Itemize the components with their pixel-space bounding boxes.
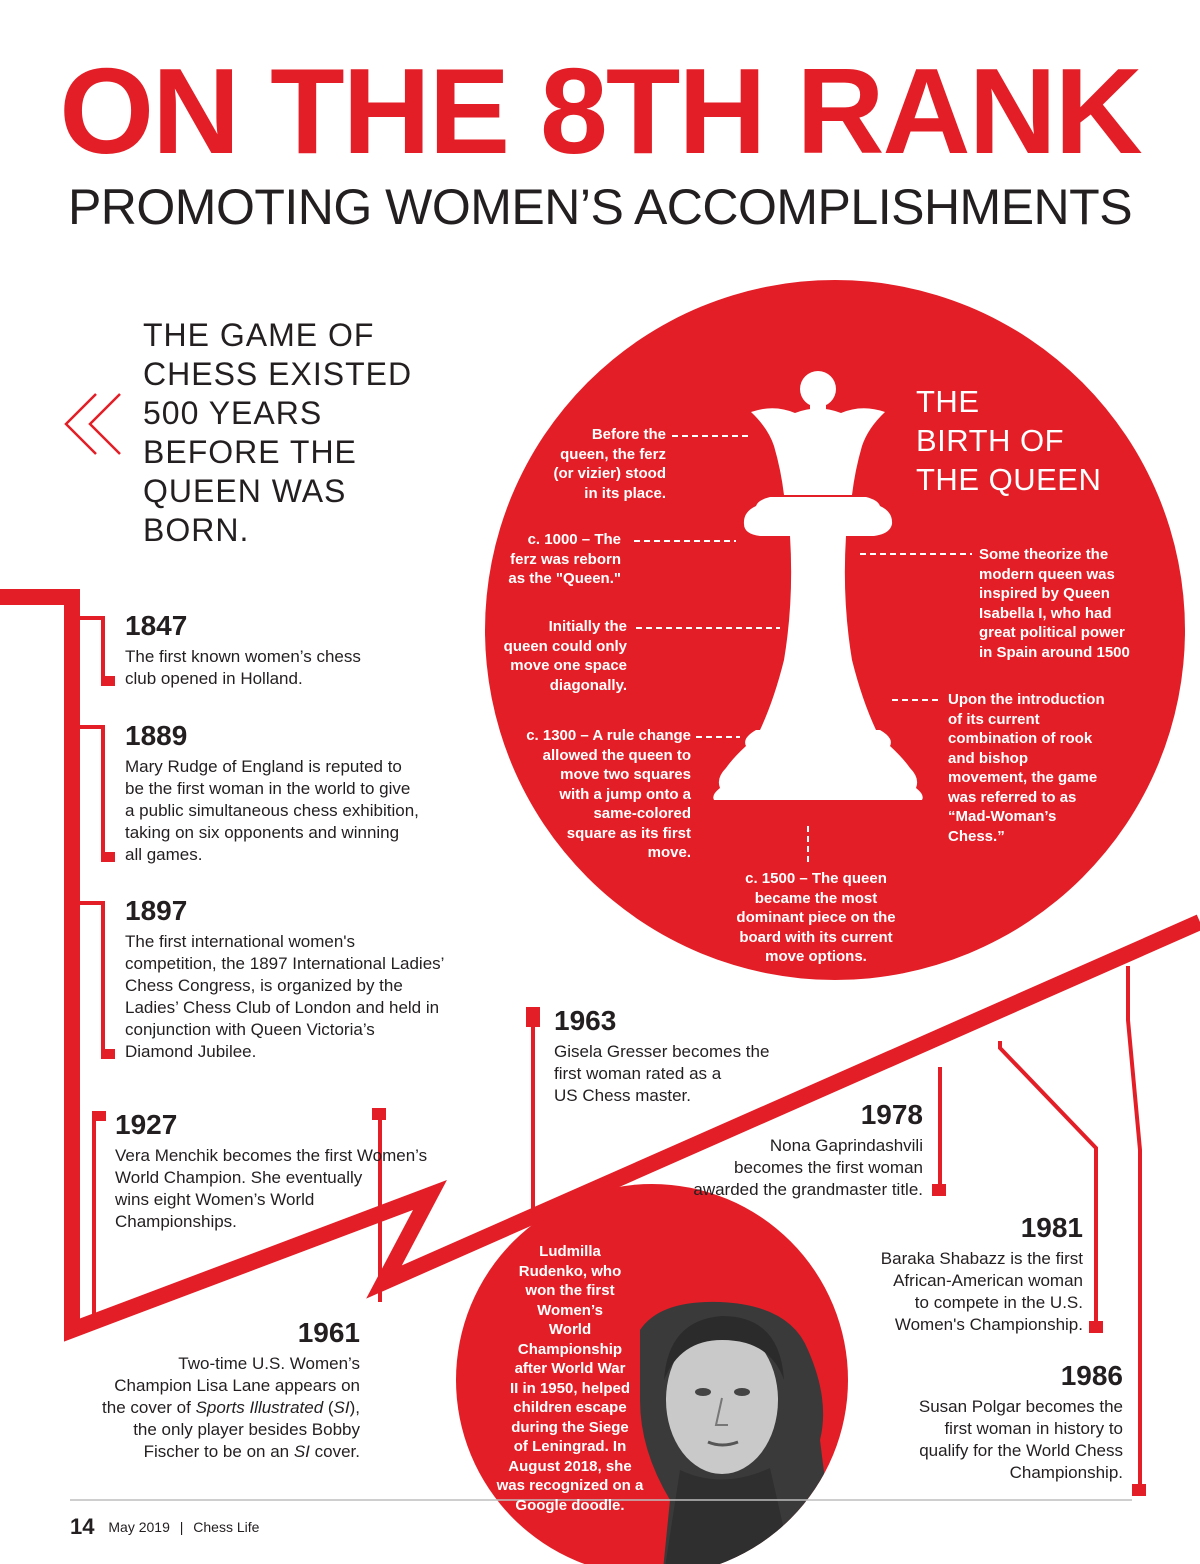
annotation-c1500: [710, 869, 922, 967]
annotation-line: as the "Queen.": [508, 570, 621, 587]
annotation-line: with a jump onto a: [559, 785, 691, 803]
annotation-c1000: [460, 530, 621, 589]
photo-caption: [470, 1242, 670, 1515]
timeline-year: 1986: [1060, 1360, 1123, 1391]
page-title: ON THE 8TH RANK: [59, 43, 1141, 179]
double-chevron-left-icon: [66, 394, 120, 454]
description-line: Ladies’ Chess Club of London and held in: [125, 998, 440, 1017]
annotation-line: c. 1500 – The queen: [745, 870, 887, 887]
heading-line: BIRTH OF: [916, 423, 1065, 458]
description-line: club opened in Holland.: [125, 669, 303, 688]
caption-line: August 2018, she: [508, 1457, 632, 1475]
annotation-line: move two squares: [560, 766, 691, 783]
annotation-line: great political power: [979, 624, 1125, 641]
description-line: taking on six opponents and winning: [125, 823, 400, 842]
annotation-line: in Spain around 1500: [979, 643, 1130, 661]
annotation-line: queen, the ferz: [560, 445, 666, 463]
annotation-line: modern queen was: [979, 565, 1115, 583]
description-line: Vera Menchik becomes the first Women’s: [115, 1146, 428, 1165]
description-line: Women's Championship.: [894, 1315, 1083, 1334]
annotation-line: “Mad-Woman’s: [948, 808, 1057, 825]
annotation-line: and bishop: [948, 749, 1028, 767]
timeline-description: [800, 1248, 1083, 1336]
timeline-year: 1847: [125, 610, 188, 641]
intro-line: THE GAME OF: [143, 317, 375, 353]
italic-text: Sports Illustrated: [195, 1398, 324, 1417]
timeline-description-1961: [20, 1353, 360, 1463]
description-line: Baraka Shabazz is the first: [880, 1249, 1083, 1268]
annotation-line: queen could only: [503, 637, 627, 655]
annotation-line: c. 1300 – A rule change: [526, 727, 691, 744]
annotation-line: of its current: [948, 710, 1040, 728]
annotation-line: same-colored: [593, 805, 691, 822]
annotation-isabella: [979, 545, 1179, 662]
magazine-name: Chess Life: [193, 1519, 260, 1535]
caption-line: World: [548, 1321, 592, 1338]
annotation-line: diagonally.: [549, 676, 627, 694]
description-line: conjunction with Queen Victoria’s: [125, 1020, 375, 1039]
annotation-line: movement, the game: [948, 769, 1098, 786]
description-line: Championships.: [115, 1212, 237, 1231]
heading-line: THE QUEEN: [916, 462, 1102, 497]
description-line: qualify for the World Chess: [919, 1441, 1123, 1460]
annotation-line: Before the: [591, 426, 666, 443]
description-line: Susan Polgar becomes the: [918, 1397, 1123, 1416]
annotation-line: board with its current: [739, 928, 893, 946]
annotation-mad-woman: [948, 690, 1148, 846]
description-line: US Chess master.: [554, 1086, 691, 1105]
annotation-line: square as its first: [566, 824, 691, 842]
timeline-year: 1889: [125, 720, 188, 751]
annotation-line: move options.: [765, 948, 867, 965]
timeline-description: [600, 1135, 923, 1201]
annotation-line: allowed the queen to: [542, 746, 691, 764]
annotation-line: (or vizier) stood: [553, 465, 666, 482]
timeline-description: [125, 931, 525, 1063]
heading-line: THE: [916, 384, 980, 419]
description-line: competition, the 1897 International Ladies’: [125, 954, 445, 973]
annotation-line: Some theorize the: [979, 546, 1109, 563]
description-line: Two-time U.S. Women’s: [178, 1354, 360, 1373]
description-line: to compete in the U.S.: [914, 1293, 1083, 1312]
caption-line: Google doodle.: [515, 1496, 625, 1514]
description-line: awarded the grandmaster title.: [693, 1180, 923, 1199]
annotation-line: move.: [647, 844, 691, 861]
description-line: be the first woman in the world to give: [125, 779, 411, 798]
description-line: Championship.: [1009, 1463, 1123, 1482]
annotation-line: in its place.: [584, 484, 666, 502]
page-footer: [70, 1514, 259, 1540]
annotation-line: became the most: [754, 889, 878, 907]
annotation-line: combination of rook: [948, 730, 1093, 747]
description-line: Diamond Jubilee.: [125, 1042, 257, 1061]
intro-line: CHESS EXISTED: [143, 356, 413, 392]
intro-line: BEFORE THE: [143, 434, 357, 470]
description-line: Gisela Gresser becomes the: [554, 1042, 770, 1061]
annotation-line: was referred to as: [948, 788, 1077, 806]
caption-line: Championship: [517, 1340, 623, 1358]
caption-line: Ludmilla: [539, 1243, 601, 1260]
description-line: first woman rated as a: [554, 1064, 722, 1083]
caption-line: won the first: [525, 1282, 615, 1299]
description-line: World Champion. She eventually: [115, 1168, 363, 1187]
caption-line: after World War: [514, 1360, 626, 1377]
caption-line: Rudenko, who: [518, 1262, 622, 1280]
description-line: Nona Gaprindashvili: [769, 1136, 923, 1155]
description-line: Mary Rudge of England is reputed to: [125, 757, 402, 776]
description-line: the cover of Sports Illustrated (SI),: [102, 1398, 360, 1417]
intro-line: QUEEN WAS: [143, 473, 347, 509]
timeline-year: 1927: [115, 1109, 178, 1140]
issue-date: May 2019: [108, 1519, 170, 1535]
footer-separator: |: [179, 1519, 184, 1535]
timeline-year: 1897: [125, 895, 188, 926]
timeline-description: [554, 1041, 834, 1107]
annotation-line: Initially the: [548, 618, 627, 635]
caption-line: was recognized on a: [496, 1477, 644, 1494]
annotation-line: inspired by Queen: [979, 585, 1110, 602]
caption-line: II in 1950, helped: [509, 1379, 631, 1397]
annotation-line: Upon the introduction: [948, 691, 1105, 708]
timeline-year: 1978: [860, 1099, 923, 1130]
timeline-description: [115, 1145, 515, 1233]
annotation-line: dominant piece on the: [736, 909, 896, 926]
timeline-description: [125, 646, 465, 690]
caption-line: of Leningrad. In: [513, 1438, 627, 1455]
italic-text: SI: [293, 1442, 310, 1461]
description-line: Champion Lisa Lane appears on: [114, 1376, 360, 1395]
caption-line: children escape: [513, 1399, 627, 1416]
intro-line: 500 YEARS: [143, 395, 323, 431]
description-line: African-American woman: [893, 1271, 1083, 1290]
timeline-year: 1981: [1020, 1212, 1083, 1243]
annotation-one-space: [460, 617, 627, 695]
description-line: first woman in history to: [944, 1419, 1123, 1438]
annotation-ferz: [500, 425, 666, 503]
annotation-line: Chess.”: [948, 827, 1005, 845]
description-line: Fischer to be on an SI cover.: [143, 1442, 360, 1461]
queen-section-heading: [916, 382, 1156, 499]
timeline-year: 1961: [297, 1317, 360, 1348]
intro-line: BORN.: [143, 512, 250, 548]
timeline-description: [125, 756, 505, 866]
description-line: Chess Congress, is organized by the: [125, 976, 403, 995]
caption-line: during the Siege: [511, 1418, 629, 1436]
timeline-description: [840, 1396, 1123, 1484]
description-line: a public simultaneous chess exhibition,: [125, 801, 419, 820]
annotation-line: c. 1000 – The: [527, 531, 621, 548]
timeline-year: 1963: [554, 1005, 617, 1036]
description-line: all games.: [125, 845, 203, 864]
annotation-line: ferz was reborn: [510, 550, 621, 568]
description-line: wins eight Women’s World: [115, 1190, 315, 1209]
description-line: The first known women’s chess: [125, 647, 361, 666]
italic-text: SI: [333, 1398, 350, 1417]
caption-line: Women’s: [537, 1301, 603, 1319]
description-line: the only player besides Bobby: [133, 1420, 360, 1439]
description-line: The first international women's: [125, 932, 356, 951]
intro-statement: [143, 316, 443, 550]
annotation-line: Isabella I, who had: [979, 604, 1112, 622]
page-subtitle: PROMOTING WOMEN’S ACCOMPLISHMENTS: [67, 179, 1133, 235]
annotation-line: move one space: [510, 657, 627, 674]
description-line: becomes the first woman: [734, 1158, 923, 1177]
page-number: 14: [70, 1514, 95, 1539]
